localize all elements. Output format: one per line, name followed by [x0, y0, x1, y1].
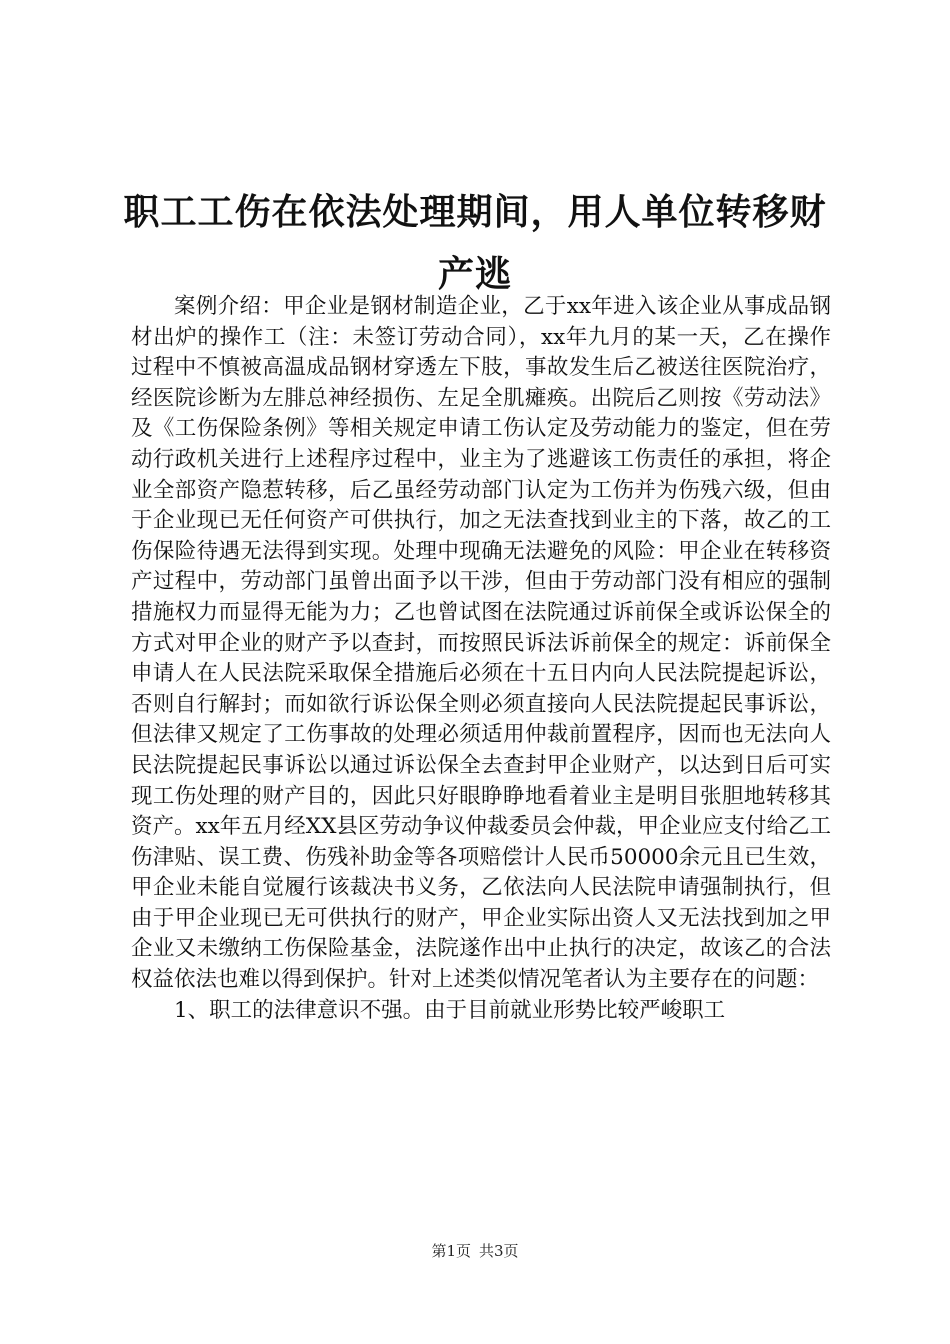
page-total: 共3页: [479, 1242, 519, 1260]
page-footer: [0, 1241, 950, 1261]
document-title: 职工工伤在依法处理期间，用人单位转移财产逃: [123, 192, 827, 295]
issue-one-paragraph: 1、职工的法律意识不强。由于目前就业形势比较严峻职工: [174, 997, 726, 1023]
case-intro-paragraph: 案例介绍：甲企业是钢材制造企业，乙于xx年进入该企业从事成品钢材出炉的操作工（注：未签订劳动合同），xx年九月的某一天，乙在操作过程中不慎被高温成品钢材穿透左下肢，事故发生后乙被送往医院治疗，经医院诊断为左腓总神经损伤、左足全肌瘫痪。出院后乙则按《劳动法》及《工伤保险条例》等相关规定申请工伤认定及劳动能力的鉴定，但在劳动行政机关进行上述程序过程中，业主为了逃避该工伤责任的承担，将企业全部资产隐惹转移，后乙虽经劳动部门认定为工伤并为伤残六级，但由于企业现已无任何资产可供执行，加之无法查找到业主的下落，故乙的工伤保险待遇无法得到实现。处理中现确无法避免的风险：甲企业在转移资产过程中，劳动部门虽曾出面予以干涉，但由于劳动部门没有相应的强制措施权力而显得无能为力；乙也曾试图在法院通过诉前保全或诉讼保全的方式对甲企业的财产予以查封，而按照民诉法诉前保全的规定：诉前保全申请人在人民法院采取保全措施后必须在十五日内向人民法院提起诉讼，否则自行解封；而如欲行诉讼保全则必须直接向人民法院提起民事诉讼，但法律又规定了工伤事故的处理必须适用仲裁前置程序，因而也无法向人民法院提起民事诉讼以通过诉讼保全去查封甲企业财产，以达到日后可实现工伤处理的财产目的，因此只好眼睁睁地看着业主是明目张胆地转移其资产。xx年五月经XX县区劳动争议仲裁委员会仲裁，甲企业应支付给乙工伤津贴、误工费、伤残补助金等各项赔偿计人民币50000余元且已生效，甲企业未能自觉履行该裁决书义务，乙依法向人民法院申请强制执行，但由于甲企业现已无可供执行的财产，甲企业实际出资人又无法找到加之甲企业又未缴纳工伤保险基金，法院遂作出中止执行的决定，故该乙的合法权益依法也难以得到保护。针对上述类似情况笔者认为主要存在的问题：: [131, 294, 831, 993]
document-body: [131, 292, 831, 1026]
page-number: 第1页: [431, 1242, 471, 1260]
